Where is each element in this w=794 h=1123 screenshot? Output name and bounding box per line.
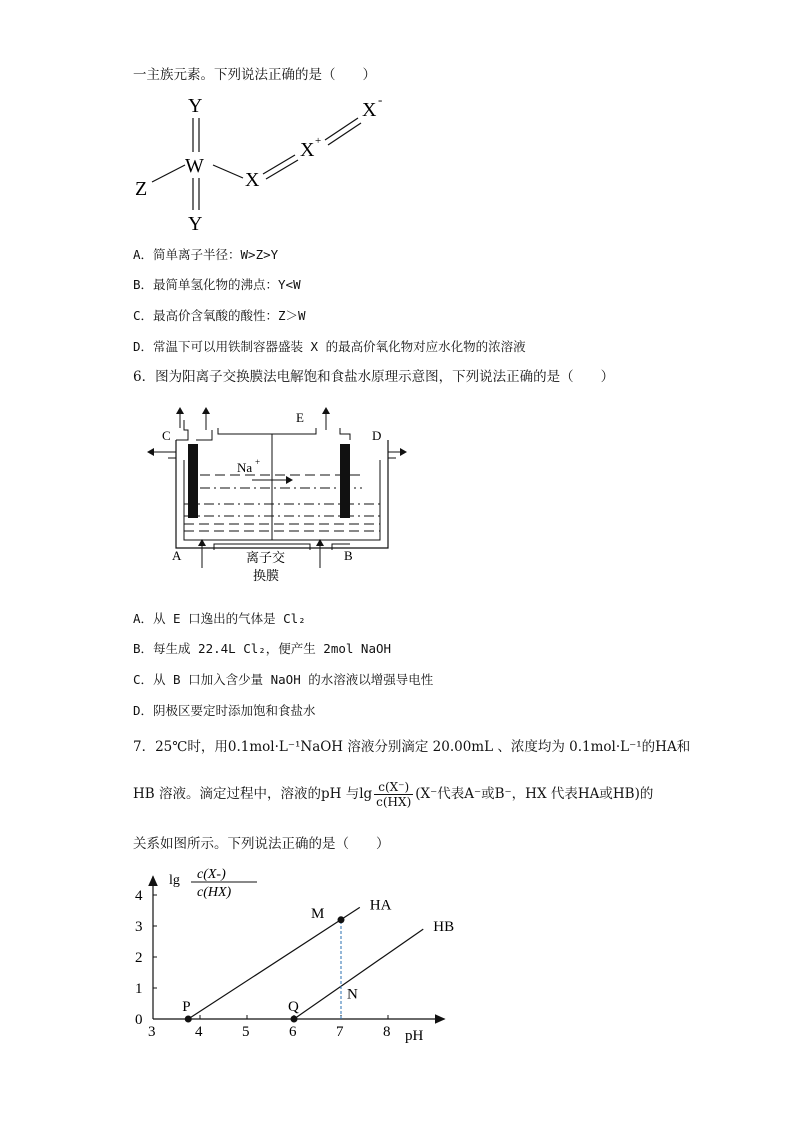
point-p xyxy=(185,1016,192,1023)
x-tick-label: 8 xyxy=(383,1024,391,1040)
point-label-p: P xyxy=(182,999,191,1015)
q7-line3: 关系如图所示。下列说法正确的是（ ） xyxy=(133,836,390,852)
series-label-hb: HB xyxy=(433,919,455,936)
q5-structure-diagram xyxy=(125,90,395,240)
x-tick-label: 7 xyxy=(336,1024,344,1040)
q6-option-b: B．每生成 22.4L Cl₂，便产生 2mol NaOH xyxy=(133,641,392,656)
na-ion-label: Na xyxy=(237,460,253,475)
y-tick-label: 4 xyxy=(135,888,143,904)
struct-z: Z xyxy=(135,178,148,200)
struct-x2: X xyxy=(300,139,315,161)
x-tick-label: 3 xyxy=(148,1024,156,1040)
q7-line2-pre: HB 溶液。滴定过程中，溶液的pH 与lg xyxy=(133,786,373,802)
series-label-ha: HA xyxy=(369,897,392,914)
x-tick-label: 6 xyxy=(289,1024,297,1040)
q6-option-d: D．阴极区要定时添加饱和食盐水 xyxy=(133,703,316,718)
q7-line2-post: (X⁻代表A⁻或B⁻，HX 代表HA或HB)的 xyxy=(415,786,654,802)
membrane-label-2: 换膜 xyxy=(253,568,280,583)
struct-x2-charge: + xyxy=(315,135,322,147)
struct-y-bottom: Y xyxy=(188,213,203,235)
struct-w: W xyxy=(185,155,204,177)
q7-line2 xyxy=(133,780,653,809)
struct-x1: X xyxy=(245,169,260,191)
series-line-hb xyxy=(294,929,423,1019)
q5-option-c: C．最高价含氧酸的酸性：Z＞W xyxy=(133,308,306,323)
label-d: D xyxy=(372,428,382,443)
y-tick-label: 2 xyxy=(135,950,143,966)
series-line-ha xyxy=(188,907,360,1019)
q5-stem-tail: 一主族元素。下列说法正确的是（ ） xyxy=(133,67,376,83)
q5-option-d: D．常温下可以用铁制容器盛装 X 的最高价氧化物对应水化物的浓溶液 xyxy=(133,339,526,354)
y-tick-label: 1 xyxy=(135,981,143,997)
x-tick-label: 4 xyxy=(195,1024,203,1040)
struct-y-top: Y xyxy=(188,95,203,117)
q5-option-a: A．简单离子半径：W>Z>Y xyxy=(133,247,279,262)
struct-x3: X xyxy=(362,99,377,121)
y-tick-label: 0 xyxy=(135,1012,143,1028)
ph-chart xyxy=(125,862,455,1047)
q6-option-a: A．从 E 口逸出的气体是 Cl₂ xyxy=(133,611,306,626)
na-ion-charge: + xyxy=(255,457,261,467)
label-e: E xyxy=(296,410,304,425)
q7-line1: 7．25℃时，用0.1mol·L⁻¹NaOH 溶液分别滴定 20.00mL 、浓度均为 0.1mol·L⁻¹的HA和 xyxy=(133,739,691,755)
struct-x3-charge: - xyxy=(378,92,383,107)
membrane-label-1: 离子交 xyxy=(246,550,286,565)
q6-stem: 6．图为阳离子交换膜法电解饱和食盐水原理示意图，下列说法正确的是（ ） xyxy=(133,369,615,385)
point-label-m: M xyxy=(311,905,325,922)
point-label-n: N xyxy=(347,986,358,1003)
q5-option-b: B．最简单氢化物的沸点：Y<W xyxy=(133,277,301,292)
anode xyxy=(188,444,198,518)
cathode xyxy=(340,444,350,518)
ylabel-prefix: lg xyxy=(169,873,180,888)
x-tick-label: 5 xyxy=(242,1024,250,1040)
q6-option-c: C．从 B 口加入含少量 NaOH 的水溶液以增强导电性 xyxy=(133,672,434,687)
label-b: B xyxy=(344,548,353,563)
label-a: A xyxy=(172,548,182,563)
tank-outer xyxy=(176,440,388,548)
label-c: C xyxy=(162,428,171,443)
electrolysis-diagram xyxy=(140,400,420,590)
point-m xyxy=(338,916,345,923)
ylabel-num: c(X-) xyxy=(197,867,226,882)
point-q xyxy=(291,1016,298,1023)
q7-fraction xyxy=(374,780,413,809)
q7-fraction-den: c(HX) xyxy=(376,795,412,809)
y-tick-label: 3 xyxy=(135,919,143,935)
ylabel-den: c(HX) xyxy=(197,885,232,900)
q7-fraction-num: c(X⁻) xyxy=(374,780,413,795)
xlabel: pH xyxy=(405,1028,424,1044)
point-label-q: Q xyxy=(288,999,299,1015)
